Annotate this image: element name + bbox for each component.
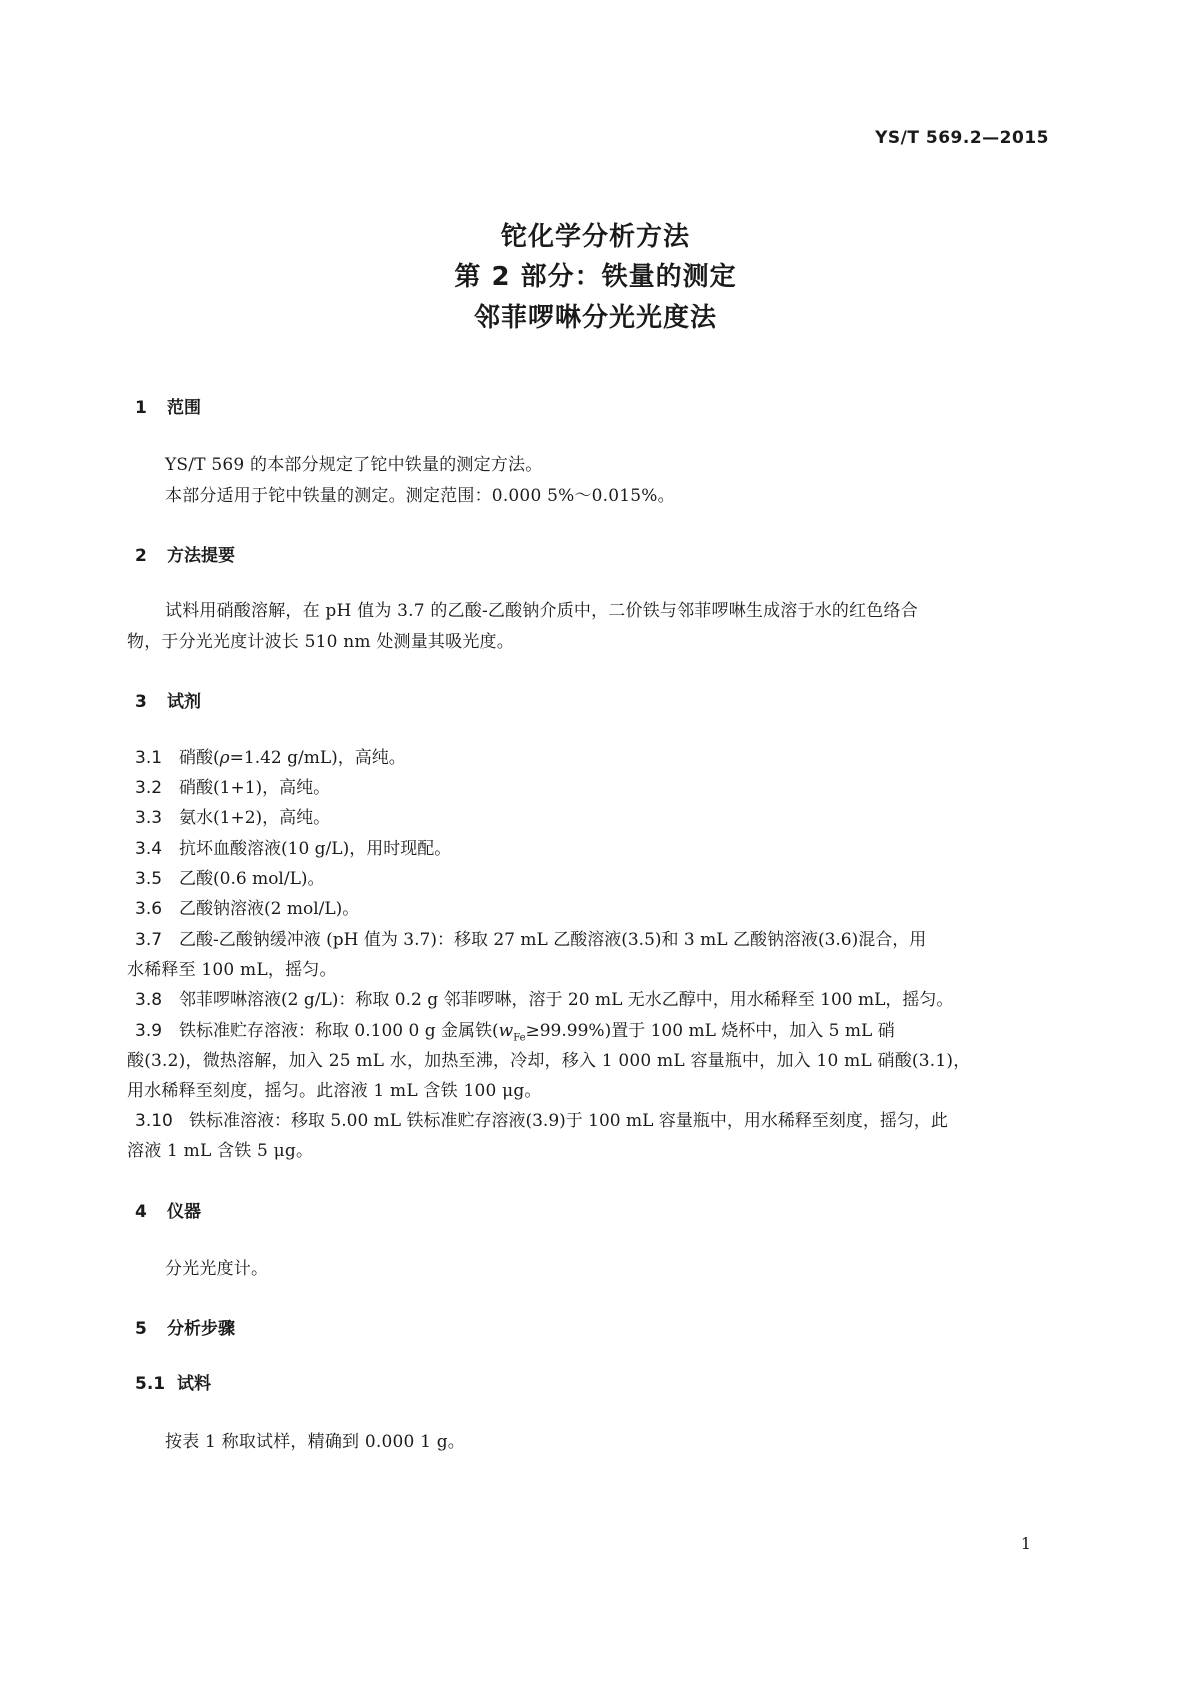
item-text: 铁标准溶液：移取 5.00 mL 铁标准贮存溶液(3.9)于 100 mL 容量瓶中，用水稀释至刻度，摇匀，此	[189, 1111, 948, 1131]
standard-number: YS/T 569.2—2015	[875, 128, 1049, 148]
item-text: 硝酸(	[179, 748, 220, 768]
item-number: 3.6	[135, 899, 163, 919]
item-number: 3.3	[135, 808, 163, 828]
item-text: 乙酸(0.6 mol/L)。	[179, 869, 325, 889]
item-number: 3.7	[135, 930, 163, 950]
section-title: 仪器	[167, 1202, 201, 1222]
section-title: 方法提要	[167, 546, 235, 566]
document-title-line-1: 铊化学分析方法	[500, 222, 690, 252]
item-text: 抗坏血酸溶液(10 g/L)，用时现配。	[179, 839, 452, 859]
reagent-3-9-line-3: 用水稀释至刻度，摇匀。此溶液 1 mL 含铁 100 μg。	[127, 1081, 542, 1101]
element-subscript: Fe	[513, 1032, 526, 1044]
item-number: 3.8	[135, 990, 163, 1010]
reagent-3-5	[135, 864, 325, 889]
section-4-paragraph: 分光光度计。	[165, 1259, 269, 1279]
item-text: 乙酸钠溶液(2 mol/L)。	[179, 899, 360, 919]
reagent-3-9	[135, 1016, 895, 1043]
reagent-3-9-line-2: 酸(3.2)，微热溶解，加入 25 mL 水，加热至沸，冷却，移入 1 000 mL 容量瓶中，加入 10 mL 硝酸(3.1)，	[127, 1051, 971, 1071]
item-text: 氨水(1+2)，高纯。	[179, 808, 331, 828]
reagent-3-8	[135, 985, 953, 1010]
reagent-3-7	[135, 925, 926, 950]
section-1-paragraph-1: YS/T 569 的本部分规定了铊中铁量的测定方法。	[165, 455, 543, 475]
section-number: 2	[135, 546, 147, 566]
section-3-heading	[135, 687, 201, 712]
mass-fraction-symbol: w	[498, 1021, 514, 1041]
rho-symbol: ρ	[219, 748, 230, 768]
section-5-heading	[135, 1314, 235, 1339]
section-title: 试料	[177, 1374, 211, 1394]
section-1-paragraph-2: 本部分适用于铊中铁量的测定。测定范围：0.000 5%～0.015%。	[165, 486, 675, 506]
reagent-3-3	[135, 803, 330, 828]
item-number: 3.9	[135, 1021, 163, 1041]
reagent-3-4	[135, 834, 451, 859]
item-number: 3.1	[135, 748, 163, 768]
item-number: 3.4	[135, 839, 163, 859]
item-number: 3.5	[135, 869, 163, 889]
reagent-3-2	[135, 773, 330, 798]
section-number: 5	[135, 1319, 147, 1339]
section-number: 4	[135, 1202, 147, 1222]
section-number: 1	[135, 398, 147, 418]
item-text: 邻菲啰啉溶液(2 g/L)：称取 0.2 g 邻菲啰啉，溶于 20 mL 无水乙醇中，用水稀释至 100 mL，摇匀。	[179, 990, 954, 1010]
section-number: 5.1	[135, 1374, 166, 1394]
section-number: 3	[135, 692, 147, 712]
document-title-line-3: 邻菲啰啉分光光度法	[473, 303, 717, 333]
item-text: ≥99.99%)置于 100 mL 烧杯中，加入 5 mL 硝	[525, 1021, 895, 1041]
reagent-3-7-continued: 水稀释至 100 mL，摇匀。	[127, 960, 337, 980]
section-5-1-paragraph: 按表 1 称取试样，精确到 0.000 1 g。	[165, 1432, 466, 1452]
item-text: 铁标准贮存溶液：称取 0.100 0 g 金属铁(	[179, 1021, 499, 1041]
document-title-line-2: 第 2 部分：铁量的测定	[454, 262, 737, 292]
reagent-3-10-continued: 溶液 1 mL 含铁 5 μg。	[127, 1141, 314, 1161]
item-number: 3.10	[135, 1111, 173, 1131]
section-title: 分析步骤	[167, 1319, 235, 1339]
section-title: 试剂	[167, 692, 201, 712]
section-2-heading	[135, 541, 235, 566]
item-text: 硝酸(1+1)，高纯。	[179, 778, 331, 798]
reagent-3-1	[135, 743, 406, 768]
item-text: =1.42 g/mL)，高纯。	[229, 748, 406, 768]
page-number: 1	[1020, 1534, 1031, 1553]
section-2-paragraph-line-2: 物，于分光光度计波长 510 nm 处测量其吸光度。	[127, 632, 514, 652]
section-5-1-heading	[135, 1369, 211, 1394]
item-number: 3.2	[135, 778, 163, 798]
reagent-3-10	[135, 1106, 948, 1131]
reagent-3-6	[135, 894, 359, 919]
section-4-heading	[135, 1197, 201, 1222]
item-text: 乙酸-乙酸钠缓冲液 (pH 值为 3.7)：移取 27 mL 乙酸溶液(3.5)和 3 mL 乙酸钠溶液(3.6)混合，用	[179, 930, 927, 950]
section-2-paragraph-line-1: 试料用硝酸溶解，在 pH 值为 3.7 的乙酸-乙酸钠介质中，二价铁与邻菲啰啉生成溶于水的红色络合	[165, 601, 918, 621]
section-title: 范围	[167, 398, 201, 418]
section-1-heading	[135, 393, 201, 418]
